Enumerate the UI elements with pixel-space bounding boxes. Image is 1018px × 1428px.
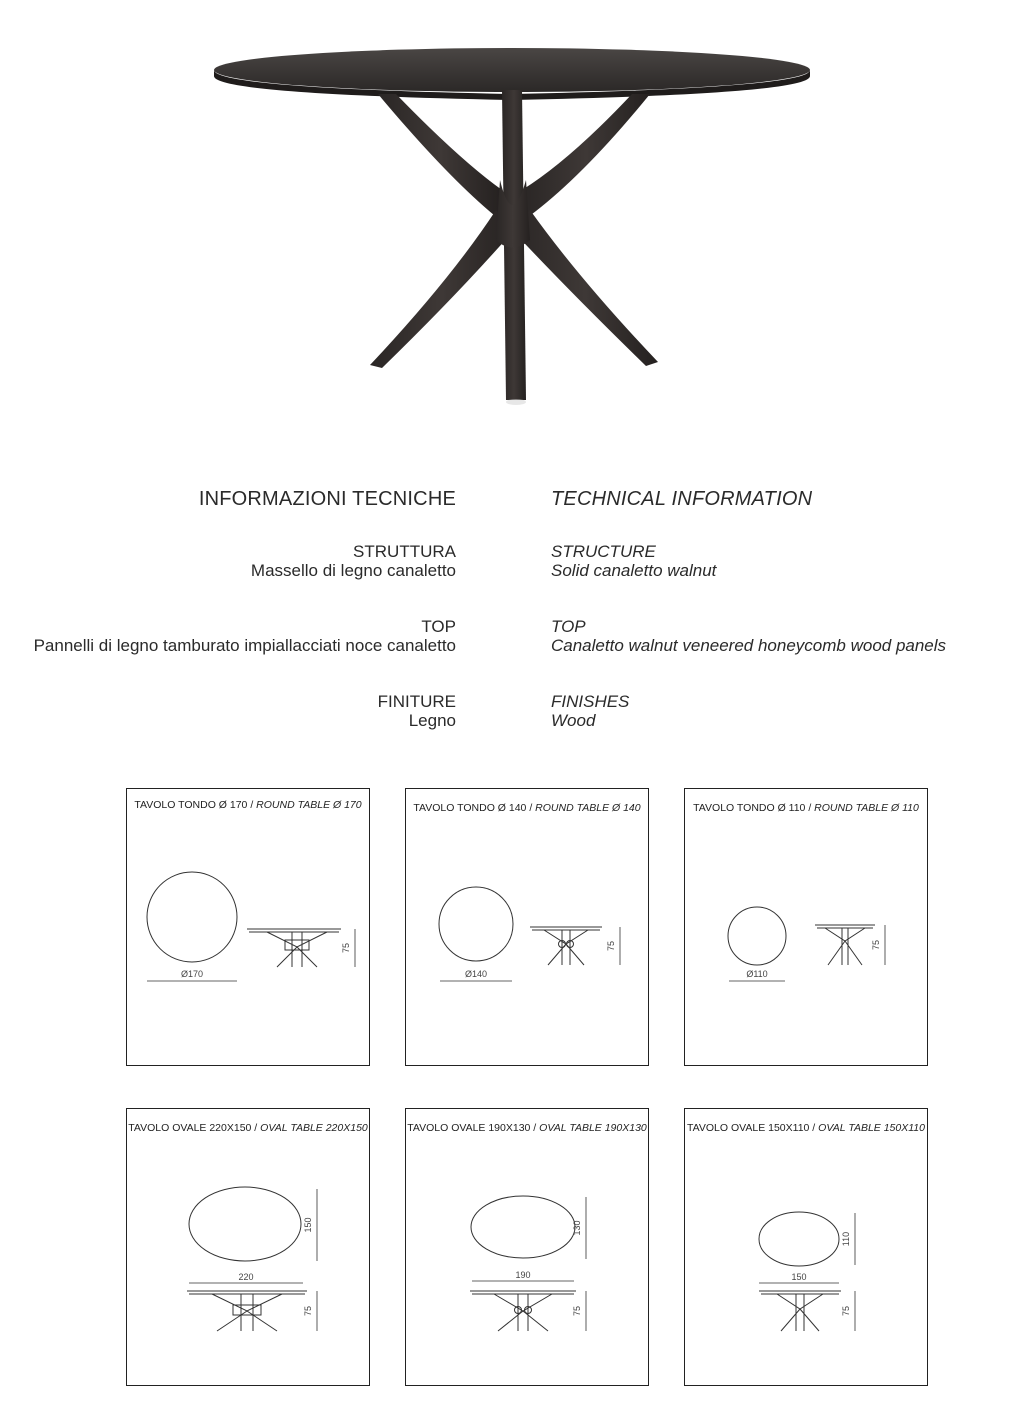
height-label: 75 xyxy=(303,1305,313,1317)
spec-label: STRUCTURE xyxy=(551,542,656,561)
height-label: 75 xyxy=(341,942,351,954)
round-table-170-drawing xyxy=(127,789,371,1067)
title-en: ROUND TABLE Ø 110 xyxy=(814,802,919,814)
spec-value: Legno xyxy=(408,711,456,730)
title-en: OVAL TABLE 220X150 xyxy=(260,1122,368,1134)
title-separator: / xyxy=(247,799,257,811)
title-separator: / xyxy=(809,1122,819,1134)
spec-label: FINITURE xyxy=(377,692,456,711)
spec-finishes-en xyxy=(551,692,629,730)
height-label: 75 xyxy=(606,940,616,952)
title-it: TAVOLO OVALE 190X130 xyxy=(407,1122,531,1134)
spec-label: STRUTTURA xyxy=(353,542,456,561)
spec-label: FINISHES xyxy=(551,692,630,711)
diameter-label: Ø140 xyxy=(464,969,488,979)
width-label: 150 xyxy=(791,1272,807,1282)
spec-top-en xyxy=(551,617,946,655)
oval-table-190-drawing xyxy=(406,1109,650,1387)
title-it: TAVOLO OVALE 150X110 xyxy=(687,1122,810,1134)
round-table-170-card xyxy=(126,788,370,1066)
oval-table-150-drawing xyxy=(685,1109,929,1387)
title-separator: / xyxy=(526,802,536,814)
title-it: TAVOLO TONDO Ø 110 xyxy=(693,802,806,814)
heading-it: INFORMAZIONI TECNICHE xyxy=(198,488,456,510)
spec-structure-it xyxy=(251,542,456,580)
spec-value: Solid canaletto walnut xyxy=(551,561,717,580)
spec-value: Massello di legno canaletto xyxy=(250,561,456,580)
spec-value: Wood xyxy=(551,711,596,730)
spec-value: Pannelli di legno tamburato impiallacciati noce canaletto xyxy=(33,636,456,655)
heading-en: TECHNICAL INFORMATION xyxy=(551,488,813,510)
table-photo xyxy=(200,30,840,420)
oval-table-220-card xyxy=(126,1108,370,1386)
title-it: TAVOLO TONDO Ø 170 xyxy=(134,799,248,811)
diameter-label: Ø170 xyxy=(180,969,204,979)
round-table-140-drawing xyxy=(406,789,650,1067)
width-label: 190 xyxy=(515,1270,531,1280)
round-table-110-drawing xyxy=(685,789,929,1067)
depth-label: 150 xyxy=(303,1217,313,1233)
title-en: OVAL TABLE 190X130 xyxy=(539,1122,647,1134)
title-en: ROUND TABLE Ø 140 xyxy=(535,802,641,814)
oval-table-190-card xyxy=(405,1108,649,1386)
title-it: TAVOLO OVALE 220X150 xyxy=(128,1122,252,1134)
diameter-label: Ø110 xyxy=(746,969,768,979)
title-separator: / xyxy=(530,1122,540,1134)
spec-value: Canaletto walnut veneered honeycomb wood panels xyxy=(551,636,947,655)
height-label: 75 xyxy=(871,939,881,951)
title-separator: / xyxy=(251,1122,261,1134)
height-label: 75 xyxy=(841,1305,851,1317)
title-en: OVAL TABLE 150X110 xyxy=(818,1122,925,1134)
spec-label: TOP xyxy=(421,617,456,636)
spec-label: TOP xyxy=(551,617,586,636)
title-en: ROUND TABLE Ø 170 xyxy=(256,799,362,811)
oval-table-150-card xyxy=(684,1108,928,1386)
round-table-140-card xyxy=(405,788,649,1066)
title-it: TAVOLO TONDO Ø 140 xyxy=(413,802,527,814)
round-table-110-card xyxy=(684,788,928,1066)
spec-structure-en xyxy=(551,542,716,580)
spec-finishes-it xyxy=(378,692,456,730)
depth-label: 130 xyxy=(572,1220,582,1236)
depth-label: 110 xyxy=(841,1231,851,1247)
spec-top-it xyxy=(34,617,456,655)
width-label: 220 xyxy=(238,1272,254,1282)
height-label: 75 xyxy=(572,1305,582,1317)
title-separator: / xyxy=(805,802,815,814)
oval-table-220-drawing xyxy=(127,1109,371,1387)
